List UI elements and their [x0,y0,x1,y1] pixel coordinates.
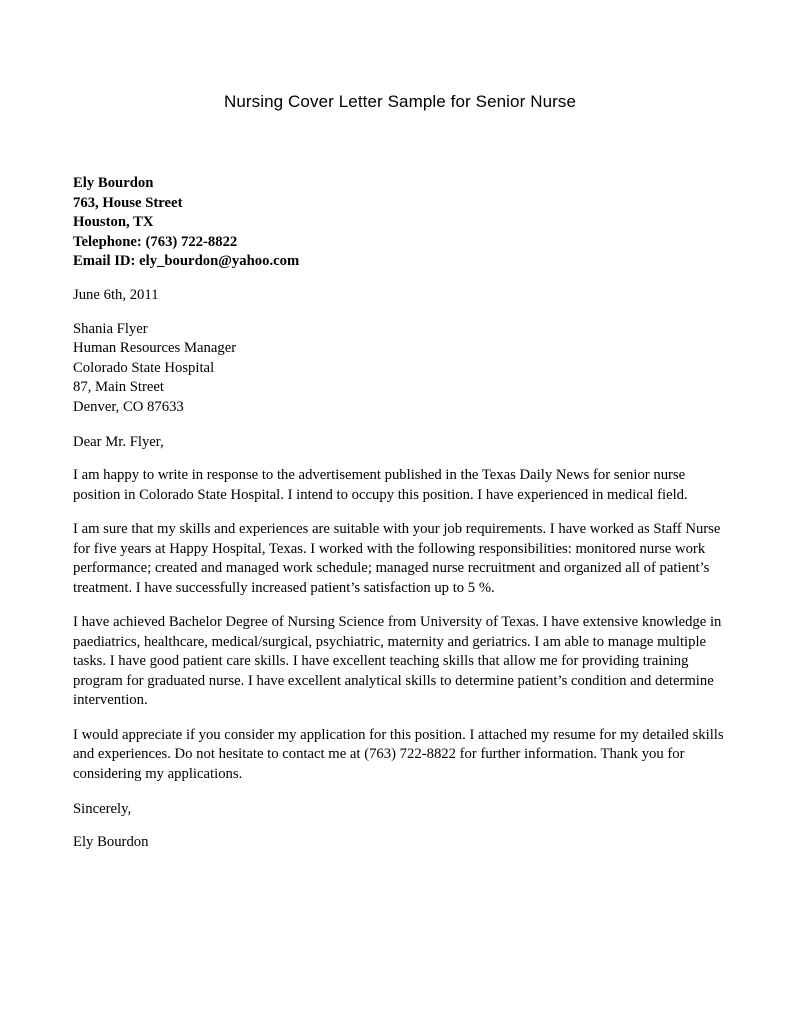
salutation: Dear Mr. Flyer, [73,433,164,450]
signature-name: Ely Bourdon [73,834,149,851]
body-paragraph: I am happy to write in response to the advertisement published in the Texas Daily News for senior nurse position in Colorado State Hospital. I intend to occupy this position. I have experienced in medical field. [73,467,688,503]
recipient-address-block [73,320,729,418]
sender-telephone: Telephone: (763) 722-8822 [73,233,238,250]
sender-name: Ely Bourdon [73,175,154,191]
body-paragraph: I would appreciate if you consider my application for this position. I attached my resume for my detailed skills and experiences. Do not hesitate to contact me at (763) 722-8822 for further information. Thank you for considering my applications. [73,726,724,782]
sender-street: 763, House Street [73,194,183,211]
recipient-city-state-zip: Denver, CO 87633 [73,398,184,415]
page-title: Nursing Cover Letter Sample for Senior Nurse [223,92,577,111]
body-paragraph: I am sure that my skills and experiences are suitable with your job requirements. I have worked as Staff Nurse for five years at Happy Hospital, Texas. I worked with the following responsibilities: monitored nurse work performance; created and managed work schedule; managed nurse recruitment and organized all of patient’s treatment. I have successfully increased patient’s satisfaction up to 5 %. [73,521,721,596]
recipient-name: Shania Flyer [73,320,148,337]
body-paragraph: I have achieved Bachelor Degree of Nursing Science from University of Texas. I have extensive knowledge in paediatrics, healthcare, medical/surgical, psychiatric, maternity and geriatrics. I am able to manage multiple tasks. I have good patient care skills. I have excellent teaching skills that allow me for providing training program for graduated nurse. I have excellent analytical skills to determine patient’s condition and determine intervention. [73,614,722,709]
recipient-job-title: Human Resources Manager [73,340,237,357]
closing-salutation: Sincerely, [73,800,132,817]
sender-email: Email ID: ely_bourdon@yahoo.com [73,253,300,270]
letter-date: June 6th, 2011 [73,286,159,303]
sender-city-state: Houston, TX [73,214,154,231]
recipient-street: 87, Main Street [73,379,164,396]
letter-content [73,174,729,853]
sender-address-block [73,174,729,272]
recipient-organization: Colorado State Hospital [73,359,215,376]
